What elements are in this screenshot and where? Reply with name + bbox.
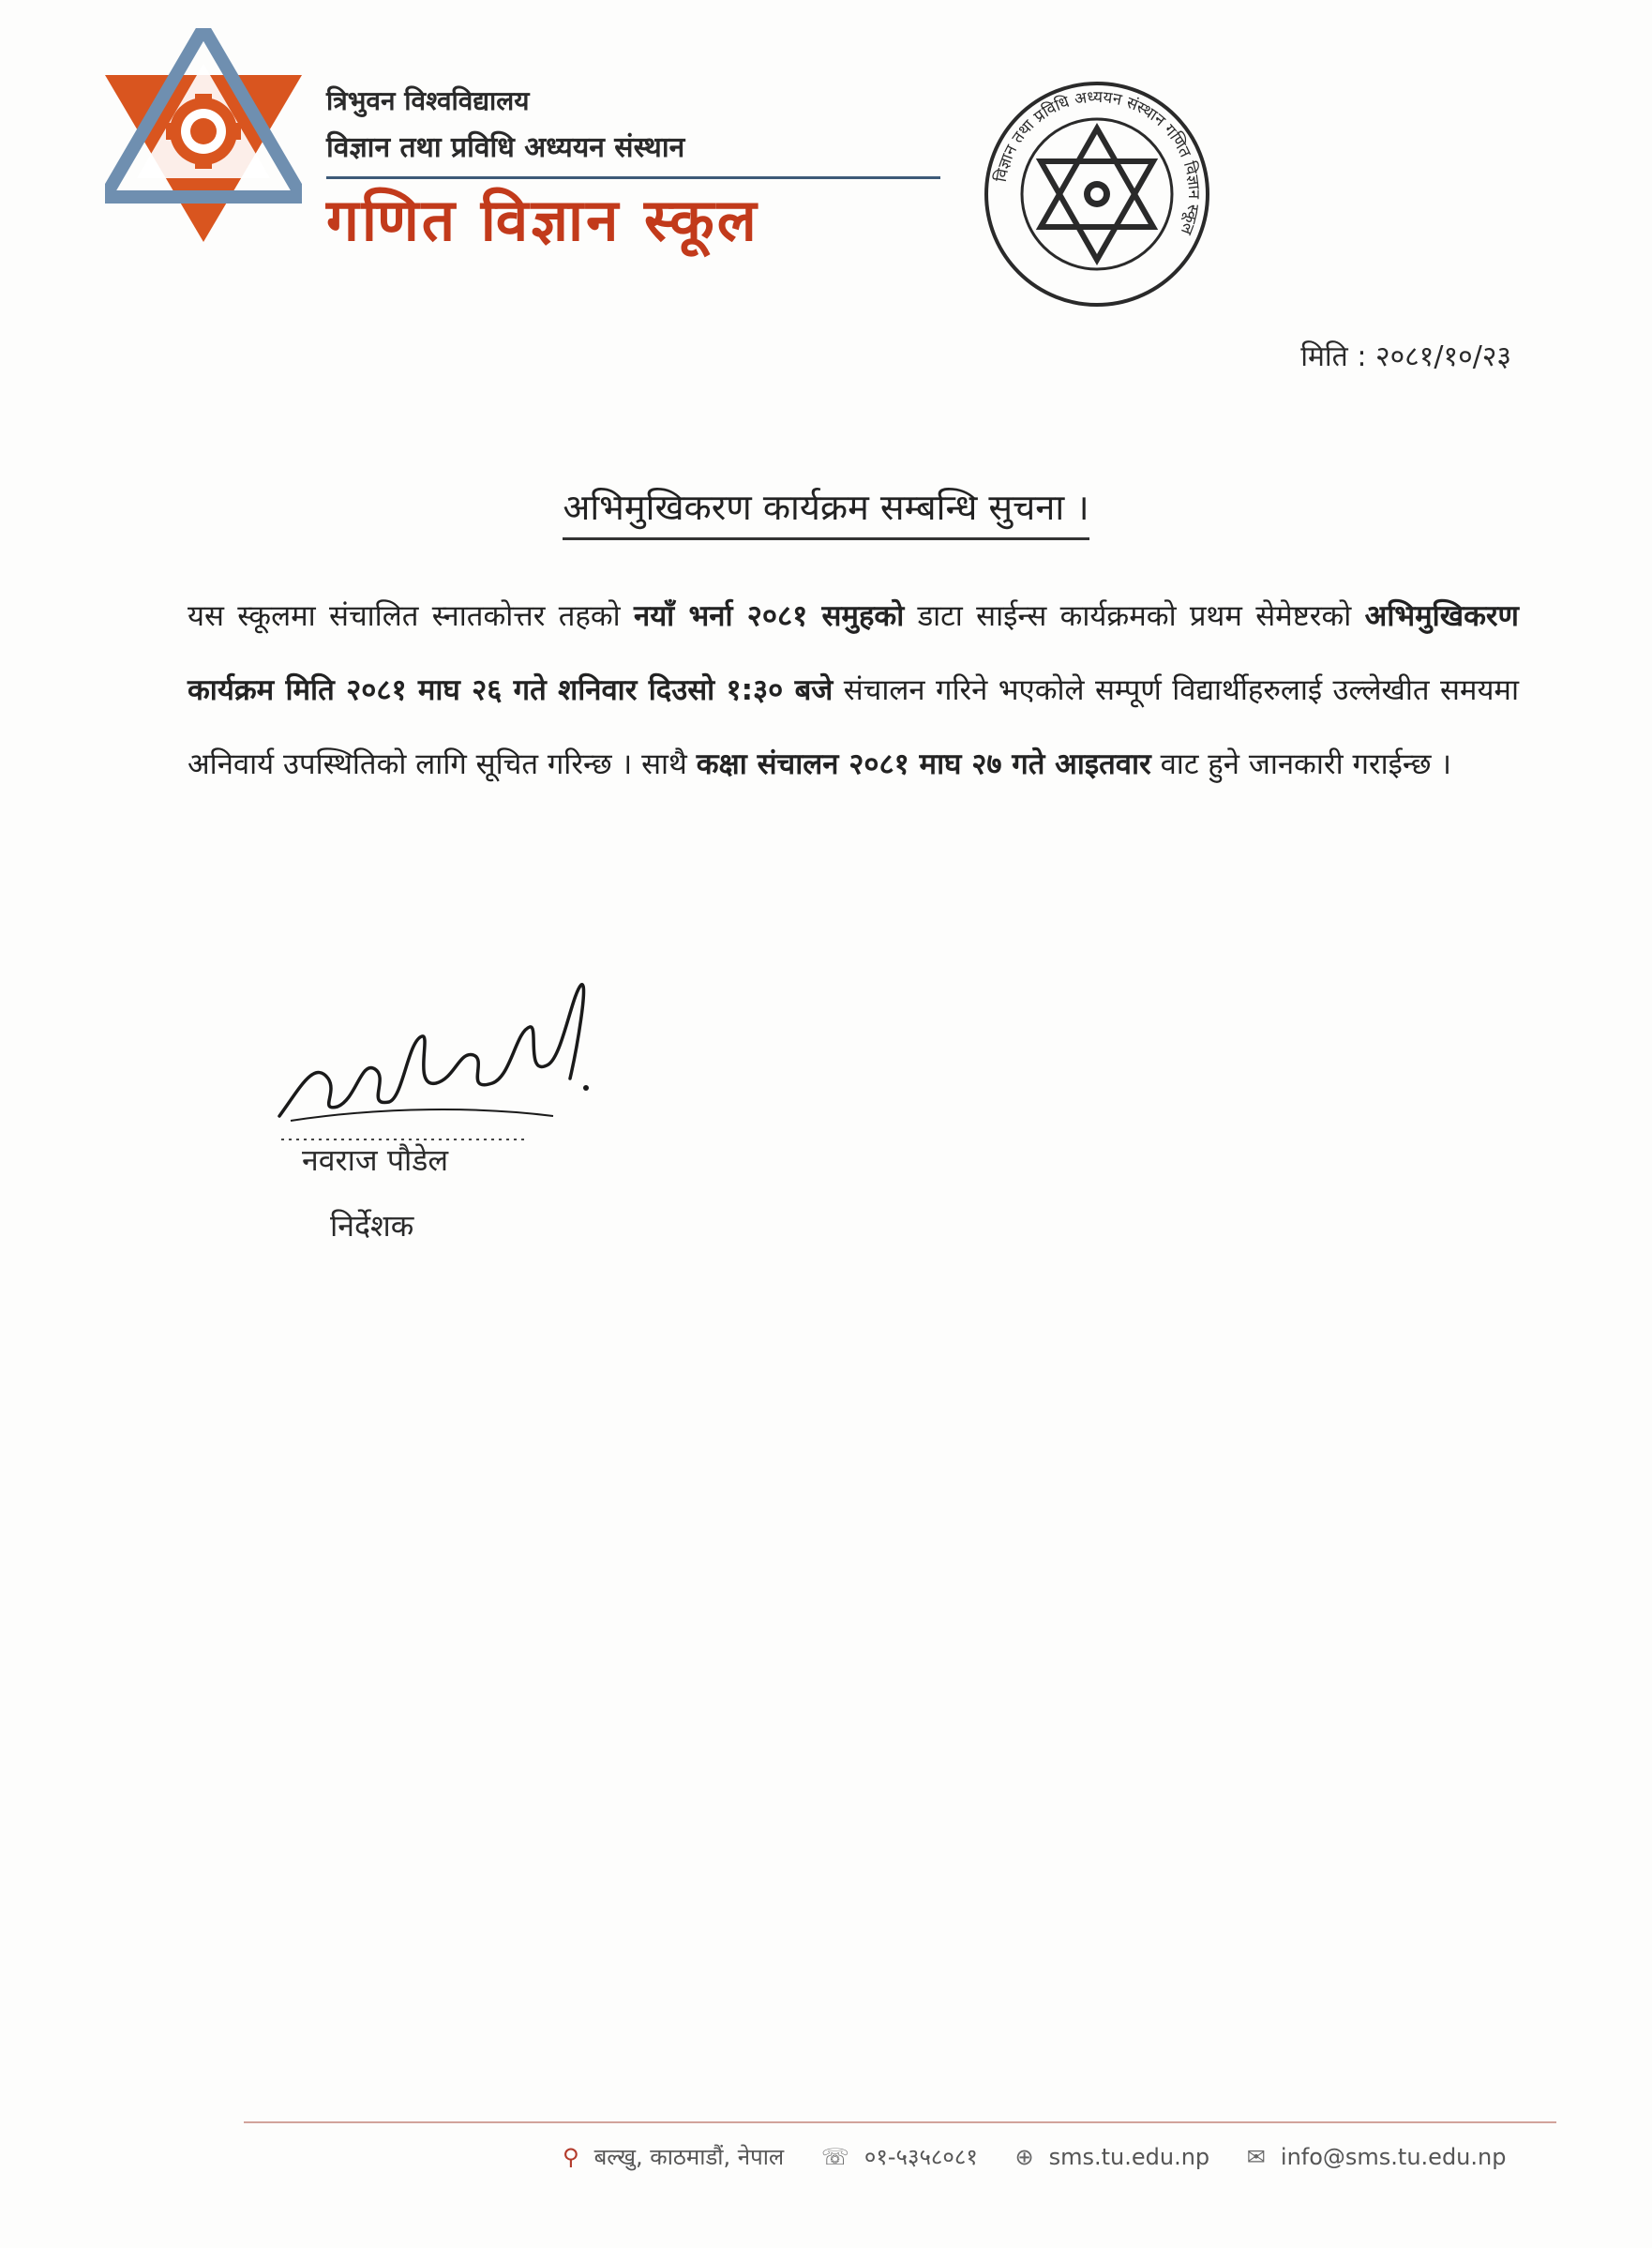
footer-email: ✉ info@sms.tu.edu.np xyxy=(1247,2140,1522,2174)
footer-divider xyxy=(244,2121,1556,2123)
footer-website: ⊕ sms.tu.edu.np xyxy=(1014,2140,1224,2174)
notice-body xyxy=(188,580,1519,802)
header-divider xyxy=(326,176,940,179)
notice-title: अभिमुखिकरण कार्यक्रम सम्बन्धि सुचना । xyxy=(563,483,1089,540)
mail-icon: ✉ xyxy=(1246,2144,1266,2170)
director-signature xyxy=(272,975,609,1154)
school-name: गणित विज्ञान स्कूल xyxy=(326,186,759,254)
phone-icon: ☏ xyxy=(820,2144,849,2170)
signatory-name: नवराज पौडेल xyxy=(302,1142,449,1178)
notice-title-wrap xyxy=(0,483,1652,540)
location-pin-icon: ⚲ xyxy=(563,2144,579,2170)
letterhead xyxy=(326,83,945,258)
footer-contacts xyxy=(563,2140,1556,2174)
university-name: त्रिभुवन विश्वविद्यालय xyxy=(326,85,530,116)
footer-address: ⚲ बल्खु, काठमाडौं, नेपाल xyxy=(563,2140,799,2174)
university-logo xyxy=(105,28,302,244)
institute-name: विज्ञान तथा प्रविधि अध्ययन संस्थान xyxy=(326,131,685,164)
notice-text-bold: कक्षा संचालन २०८१ माघ २७ गते आइतवार xyxy=(696,747,1151,781)
signatory-title: निर्देशक xyxy=(330,1208,414,1244)
date-value: २०८१/१०/२३ xyxy=(1374,340,1511,373)
official-seal xyxy=(980,77,1214,311)
notice-text-bold: नयाँ भर्ना २०८१ समुहको xyxy=(633,599,905,633)
notice-text: यस स्कूलमा संचालित स्नातकोत्तर तहको xyxy=(188,599,621,633)
date-line xyxy=(1300,338,1511,377)
footer-phone: ☏ ०१-५३५८०८१ xyxy=(821,2140,993,2174)
notice-text-bold: अभिमुखिकरण कार्यक्रम मिति २०८१ माघ २६ गते शनिवार दिउसो १:३० बजे xyxy=(188,599,1519,707)
date-label: मिति : xyxy=(1300,340,1367,373)
notice-text: डाटा साईन्स कार्यक्रमको प्रथम सेमेष्टरको xyxy=(917,599,1352,633)
globe-icon: ⊕ xyxy=(1014,2144,1034,2170)
notice-text: वाट हुने जानकारी गराईन्छ । xyxy=(1160,747,1452,781)
seal-text: विज्ञान तथा प्रविधि अध्ययन संस्थान गणित विज्ञान स्कूल xyxy=(991,87,1204,237)
notice-text: संचालन गरिने भएकोले सम्पूर्ण विद्यार्थीहरुलाई उल्लेखीत समयमा अनिवार्य उपस्थितिको लागि सूचित गरिन्छ । साथै xyxy=(188,673,1519,781)
